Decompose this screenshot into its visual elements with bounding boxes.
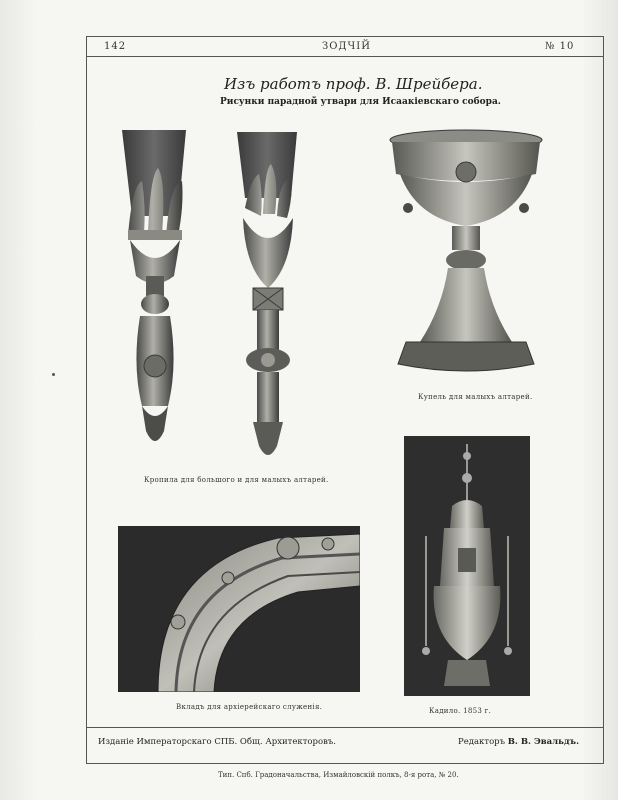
- page-subtitle: Рисунки парадной утвари для Исаакіевскаго собора.: [220, 97, 501, 107]
- printer-imprint: Тип. Спб. Градоначальства, Измайловскій полкъ, 8-я рота, № 20.: [218, 771, 459, 779]
- page-title: Изъ работъ проф. В. Шрейбера.: [224, 75, 483, 93]
- issue-number: № 10: [545, 41, 575, 52]
- journal-title: ЗОДЧІЙ: [322, 41, 371, 52]
- caption-vestment: Вкладъ для архіерейскаго служенія.: [176, 703, 323, 711]
- font-illustration: [386, 128, 546, 382]
- editor-label: Редакторъ: [458, 737, 506, 747]
- caption-aspergilla: Кропила для большого и для малыхъ алтарей.: [144, 476, 329, 484]
- editor-line: [458, 737, 579, 747]
- footer-rule: [86, 727, 604, 728]
- vestment-fragment-illustration: [118, 526, 360, 692]
- aspergillum-large-illustration: [118, 126, 192, 456]
- publisher-line: Изданіе Императорскаго СПБ. Общ. Архитекторовъ.: [98, 737, 336, 747]
- censer-illustration: [404, 436, 530, 696]
- aspergillum-small-illustration: [235, 128, 301, 464]
- margin-mark: [52, 373, 55, 376]
- caption-censer: Кадило. 1853 г.: [429, 707, 492, 715]
- editor-name: В. В. Эвальдъ.: [507, 737, 580, 747]
- page-number: 142: [104, 41, 127, 52]
- caption-font: Купель для малыхъ алтарей.: [418, 393, 533, 401]
- header-rule: [86, 56, 604, 57]
